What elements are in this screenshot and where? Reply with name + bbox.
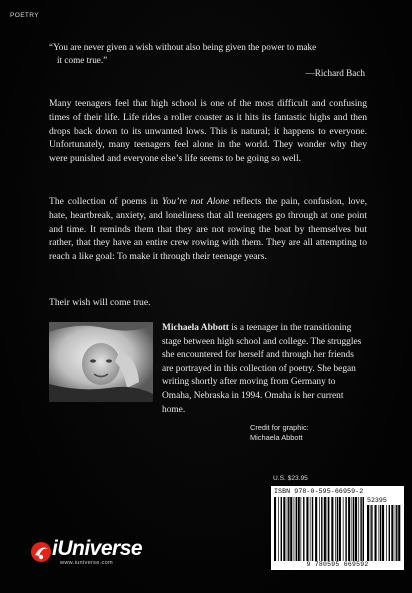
blurb-paragraph-1: Many teenagers feel that high school is one of the most difficult and confusing times of their life. Life rides a roller coaster as it hits its fantastic highs and then drops back down to its unwanted lows. This is natural; it happens to everyone. Unfortunately, many teenagers feel alone in the world. They wonder why they were punished and everyone else’s life seems to be going so well. bbox=[49, 98, 367, 165]
isbn-number: ISBN 978-0-595-66959-2 bbox=[274, 488, 364, 495]
isbn-barcode bbox=[271, 486, 404, 570]
credit-name: Michaela Abbott bbox=[250, 433, 303, 442]
iuniverse-swirl-icon bbox=[30, 541, 52, 563]
author-photo bbox=[49, 322, 153, 402]
blurb-paragraph-2 bbox=[49, 195, 367, 264]
epigraph-quote bbox=[49, 41, 365, 67]
price-code: 52395 bbox=[367, 497, 387, 504]
book-title: You’re not Alone bbox=[161, 196, 230, 207]
author-bio-text: is a teenager in the transitioning stage between high school and college. The struggles she encountered for herself and through her friends are portrayed in this collection of poetry. She began writing shortly after moving from Germany to Omaha, Nebraska in 1994. Omaha is her current home. bbox=[162, 323, 362, 415]
ean-barcode-bars bbox=[274, 497, 364, 561]
category-label: POETRY bbox=[10, 12, 40, 19]
graphic-credit bbox=[250, 423, 309, 443]
ean-digits: 9 780595 669592 bbox=[306, 561, 369, 568]
paragraph-2-intro: The collection of poems in bbox=[49, 196, 162, 207]
price-addon-bars bbox=[367, 505, 401, 561]
publisher-url: www.iuniverse.com bbox=[60, 560, 113, 566]
quote-line-1: “You are never given a wish without also being given the power to make bbox=[49, 42, 317, 52]
publisher-logo bbox=[30, 538, 170, 568]
quote-line-2: it come true.” bbox=[57, 55, 108, 65]
credit-label: Credit for graphic: bbox=[250, 423, 309, 432]
publisher-name: iUniverse bbox=[52, 537, 143, 560]
author-name: Michaela Abbott bbox=[162, 323, 229, 333]
author-bio bbox=[162, 322, 367, 417]
price-label: U.S. $23.95 bbox=[273, 475, 308, 482]
paragraph-2-body: reflects the pain, confusion, love, hate, heartbreak, anxiety, and loneliness that all teenagers go through at one point and time. It reminds them that they are not rowing the boat by themselves but rather, that they have an entire crew rowing with them. They are all attempting to reach a like goal: To make it through their teenage years. bbox=[49, 196, 367, 263]
quote-attribution: —Richard Bach bbox=[305, 68, 365, 78]
blurb-paragraph-3: Their wish will come true. bbox=[49, 297, 151, 308]
